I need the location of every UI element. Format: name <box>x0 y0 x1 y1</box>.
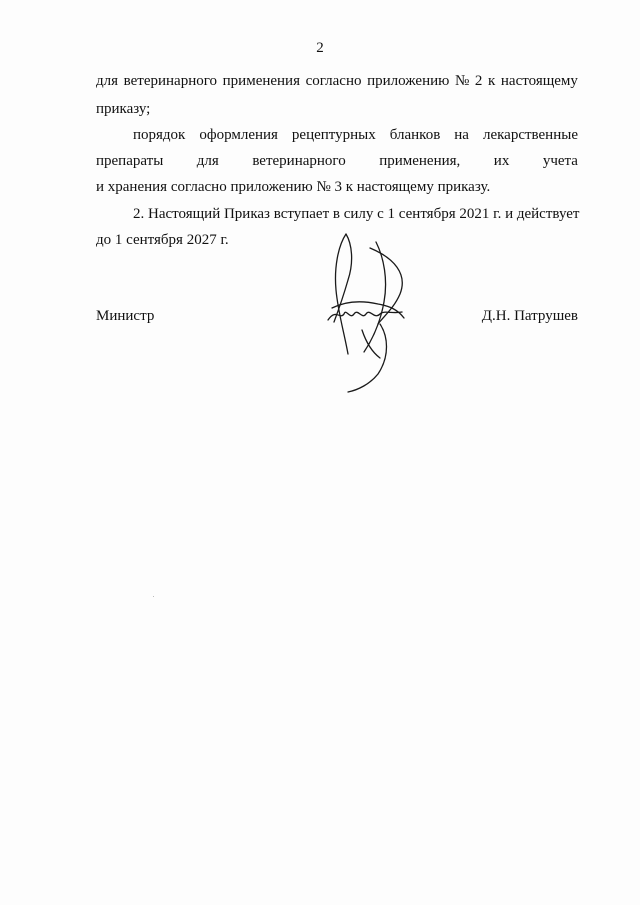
word: применения, <box>379 153 461 169</box>
word: препараты <box>96 153 164 169</box>
word: лекарственные <box>482 127 578 143</box>
word: ветеринарного <box>252 153 346 169</box>
word: порядок <box>133 127 186 143</box>
paragraph-1-line-2: приказу; <box>96 101 151 117</box>
word: применения <box>222 73 300 89</box>
word: настоящему <box>500 73 578 89</box>
word: ветеринарного <box>123 73 218 89</box>
word: приложению <box>367 73 450 89</box>
paragraph-2-line-1 <box>133 126 578 144</box>
word: для <box>96 73 119 89</box>
word: учета <box>542 153 578 169</box>
word: для <box>196 153 219 169</box>
paragraph-3-line-2: до 1 сентября 2027 г. <box>96 232 229 248</box>
word: бланков <box>389 127 441 143</box>
word: на <box>454 127 469 143</box>
word: № <box>454 73 470 89</box>
word: согласно <box>305 73 362 89</box>
page-number: 2 <box>316 40 324 56</box>
scan-speck <box>153 596 154 597</box>
signatory-name: Д.Н. Патрушев <box>481 308 578 324</box>
paragraph-2-line-3: и хранения согласно приложению № 3 к настоящему приказу. <box>96 179 491 195</box>
paragraph-2-line-2 <box>96 152 578 170</box>
word: к <box>488 73 496 89</box>
paragraph-3-line-1: 2. Настоящий Приказ вступает в силу с 1 сентября 2021 г. и действует <box>133 206 580 222</box>
paragraph-1-line-1 <box>96 72 578 90</box>
word: оформления <box>199 127 278 143</box>
word: их <box>493 153 510 169</box>
word: 2 <box>474 73 483 89</box>
signatory-title: Министр <box>96 308 155 324</box>
word: рецептурных <box>291 127 376 143</box>
handwritten-signature <box>318 228 418 393</box>
